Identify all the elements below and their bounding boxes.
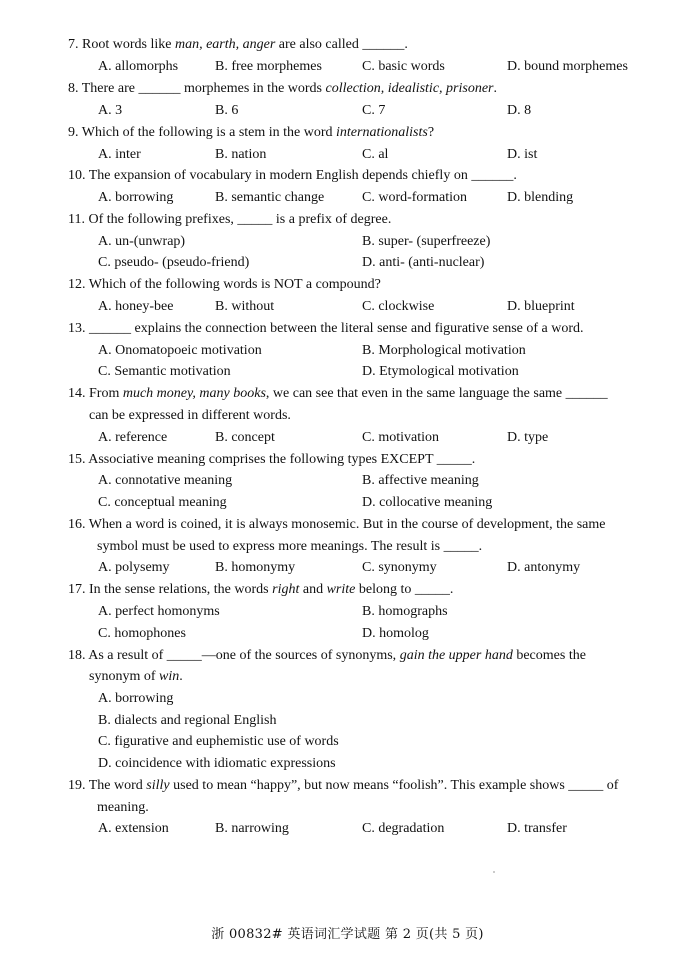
option-8a: A. 3 [98,103,123,118]
option-19d: D. transfer [507,821,567,836]
option-18d: D. coincidence with idiomatic expressions [98,756,336,771]
question-8: 8. There are ______ morphemes in the words collection, idealistic, prisoner. [68,81,497,96]
question-18: 18. As a result of _____—one of the sources of synonyms, gain the upper hand becomes the [68,648,586,663]
question-19-continuation: meaning. [97,800,149,815]
option-7c: C. basic words [362,59,445,74]
question-19: 19. The word silly used to mean “happy”, but now means “foolish”. This example shows _____ of [68,778,619,793]
question-15: 15. Associative meaning comprises the following types EXCEPT _____. [68,452,476,467]
option-11b: B. super- (superfreeze) [362,234,491,249]
option-10b: B. semantic change [215,190,325,205]
option-15c: C. conceptual meaning [98,495,227,510]
option-17d: D. homolog [362,626,429,641]
option-8d: D. 8 [507,103,532,118]
question-14-continuation: can be expressed in different words. [89,408,291,423]
question-10: 10. The expansion of vocabulary in modern English depends chiefly on ______. [68,168,517,183]
page-footer: 浙 00832# 英语词汇学试题 第 2 页(共 5 页) [211,927,484,942]
option-16a: A. polysemy [98,560,170,575]
option-12a: A. honey-bee [98,299,174,314]
option-16d: D. antonymy [507,560,581,575]
option-17b: B. homographs [362,604,448,619]
option-12b: B. without [215,299,275,314]
question-16: 16. When a word is coined, it is always monosemic. But in the course of development, the same [68,517,606,532]
option-15b: B. affective meaning [362,473,479,488]
option-14d: D. type [507,430,549,445]
scan-speck [493,871,495,873]
option-18b: B. dialects and regional English [98,713,277,728]
option-9b: B. nation [215,147,267,162]
option-10c: C. word-formation [362,190,467,205]
question-17: 17. In the sense relations, the words right and write belong to _____. [68,582,454,597]
option-8b: B. 6 [215,103,239,118]
option-13d: D. Etymological motivation [362,364,519,379]
option-9d: D. ist [507,147,538,162]
option-11d: D. anti- (anti-nuclear) [362,255,485,270]
option-9c: C. al [362,147,389,162]
question-14: 14. From much money, many books, we can see that even in the same language the same ______ [68,386,608,401]
option-10d: D. blending [507,190,574,205]
option-17c: C. homophones [98,626,186,641]
option-19b: B. narrowing [215,821,289,836]
question-18-continuation: synonym of win. [89,669,183,684]
option-10a: A. borrowing [98,190,174,205]
option-7a: A. allomorphs [98,59,179,74]
option-12d: D. blueprint [507,299,575,314]
option-11c: C. pseudo- (pseudo-friend) [98,255,250,270]
option-14b: B. concept [215,430,275,445]
option-15d: D. collocative meaning [362,495,493,510]
option-13c: C. Semantic motivation [98,364,231,379]
option-13a: A. Onomatopoeic motivation [98,343,262,358]
option-16b: B. homonymy [215,560,296,575]
question-11: 11. Of the following prefixes, _____ is a prefix of degree. [68,212,392,227]
option-7b: B. free morphemes [215,59,322,74]
option-19c: C. degradation [362,821,445,836]
question-16-continuation: symbol must be used to express more meanings. The result is _____. [97,539,483,554]
option-7d: D. bound morphemes [507,59,628,74]
option-8c: C. 7 [362,103,386,118]
option-11a: A. un-(unwrap) [98,234,186,249]
option-15a: A. connotative meaning [98,473,233,488]
option-12c: C. clockwise [362,299,435,314]
option-14c: C. motivation [362,430,439,445]
question-13: 13. ______ explains the connection between the literal sense and figurative sense of a word. [68,321,584,336]
option-9a: A. inter [98,147,141,162]
option-18a: A. borrowing [98,691,174,706]
question-12: 12. Which of the following words is NOT a compound? [68,277,381,292]
option-14a: A. reference [98,430,168,445]
option-13b: B. Morphological motivation [362,343,526,358]
option-18c: C. figurative and euphemistic use of words [98,734,339,749]
option-17a: A. perfect homonyms [98,604,220,619]
question-7: 7. Root words like man, earth, anger are also called ______. [68,37,408,52]
option-19a: A. extension [98,821,169,836]
question-9: 9. Which of the following is a stem in the word internationalists? [68,125,435,140]
option-16c: C. synonymy [362,560,437,575]
